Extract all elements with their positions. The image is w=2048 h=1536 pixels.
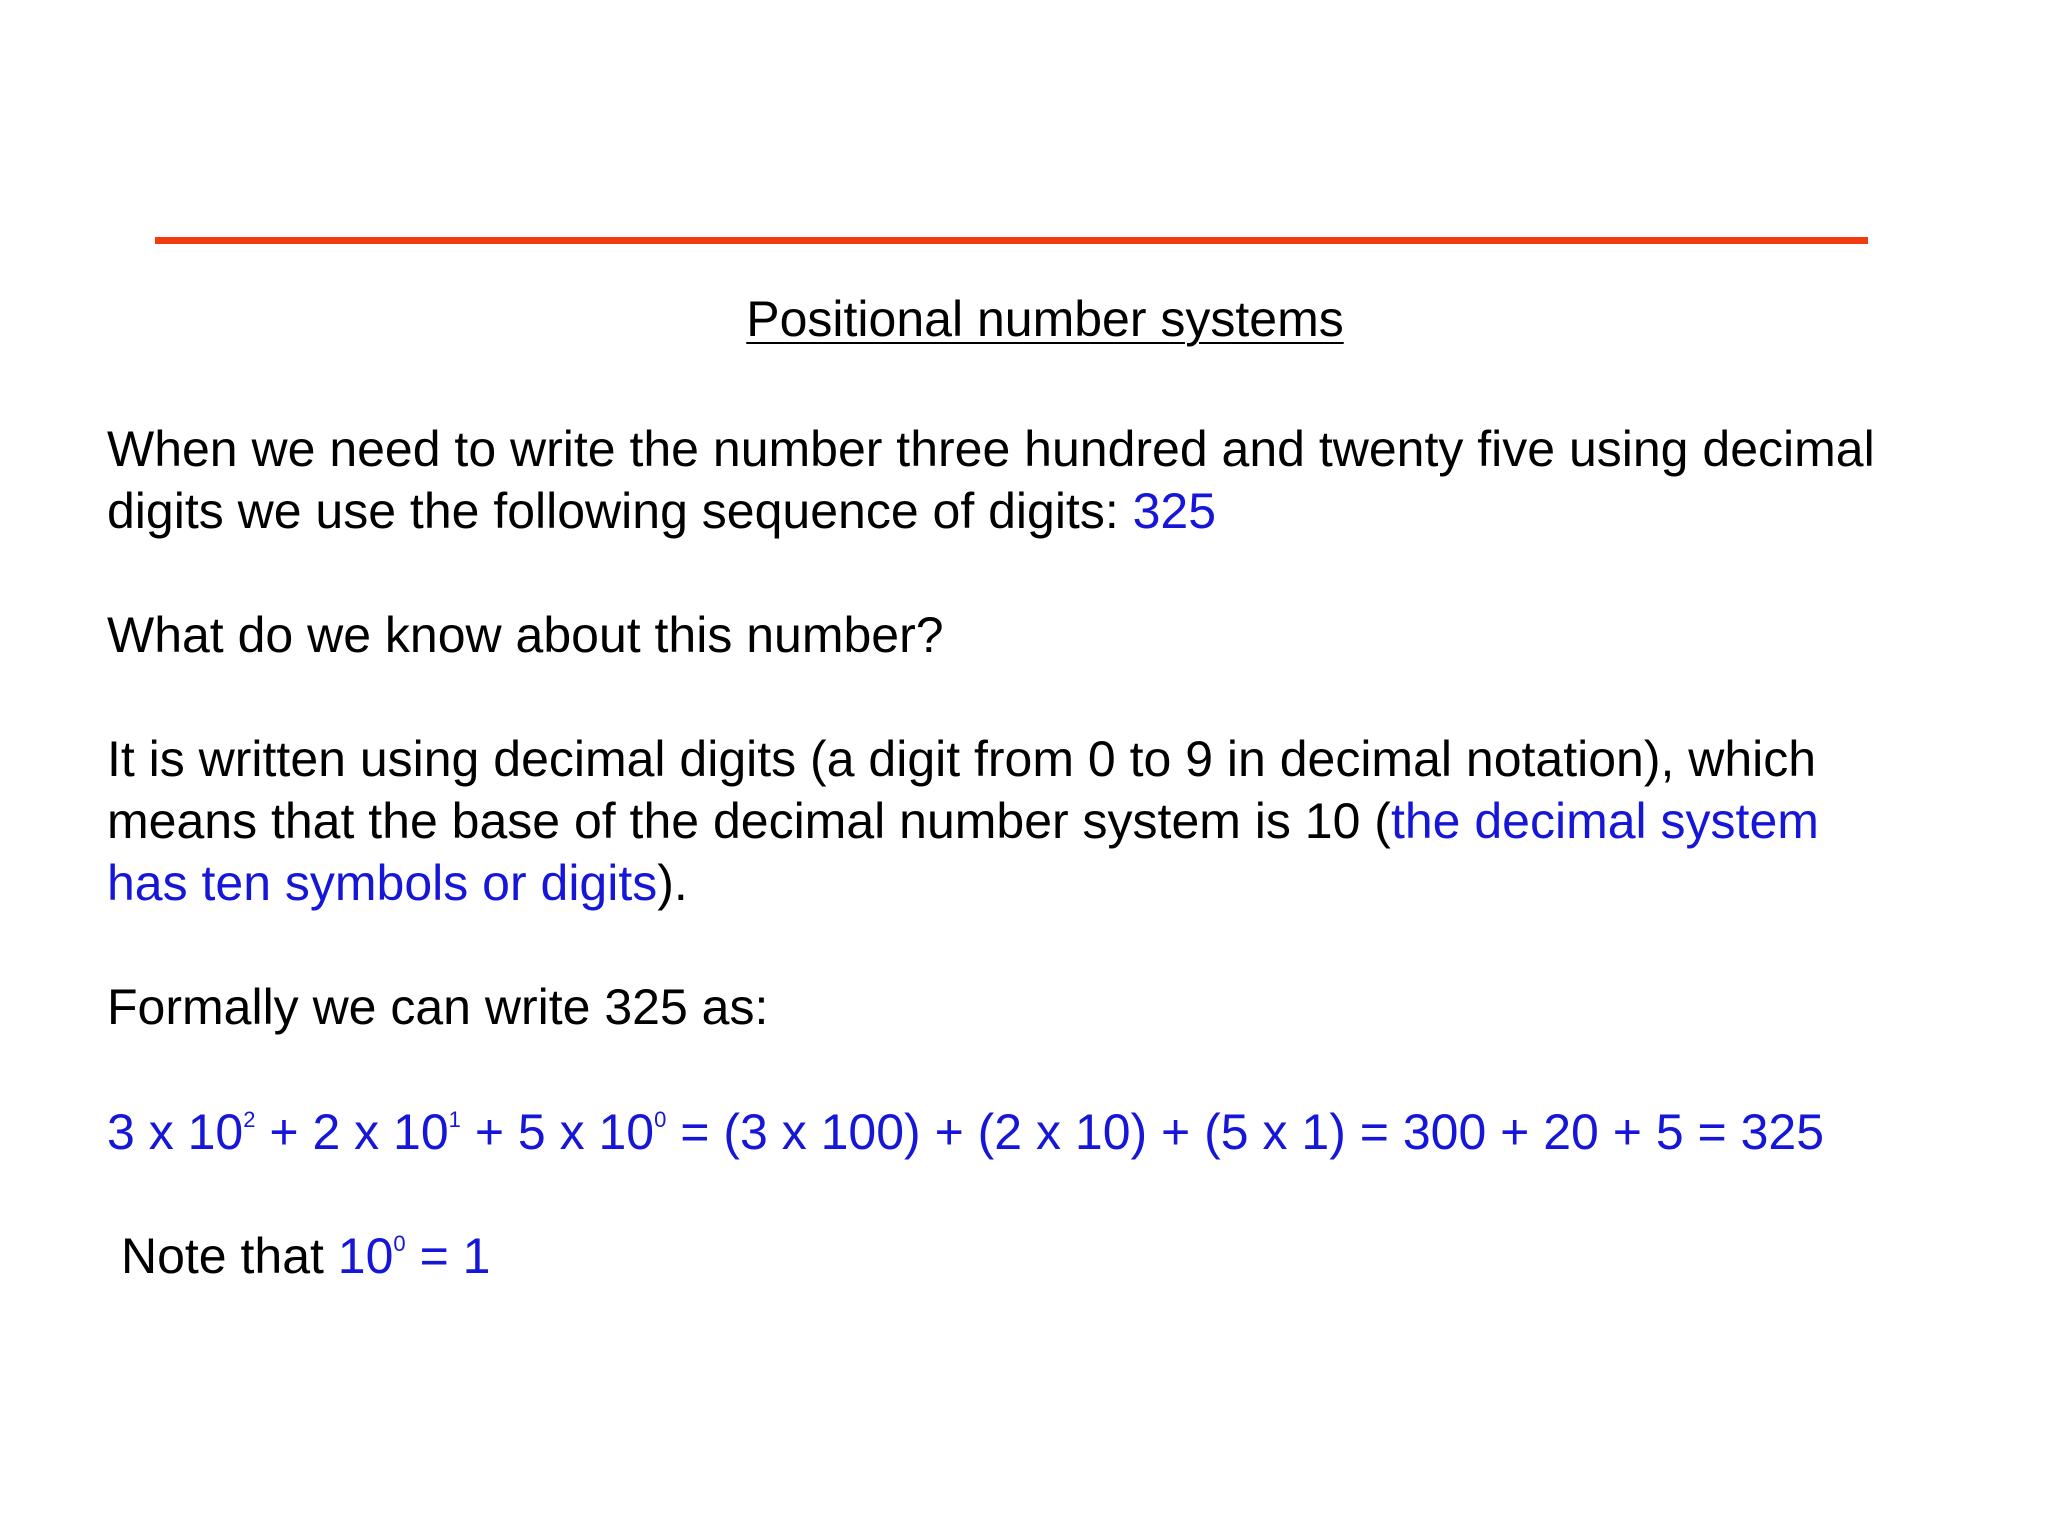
slide-title: Positional number systems: [746, 291, 1344, 347]
formula-result: = (3 x 100) + (2 x 10) + (5 x 1) = 300 + 20 + 5 = 325: [666, 1104, 1825, 1160]
formula-term-2: + 2 x 10: [255, 1104, 449, 1160]
note-label: Note that: [121, 1228, 338, 1284]
formula-term-1: 3 x 10: [107, 1104, 244, 1160]
formula-exponent-1: 2: [243, 1107, 256, 1132]
note-result: = 1: [405, 1228, 491, 1284]
explanation-highlight-2: has ten symbols or digits: [107, 855, 658, 911]
title-divider-line: [155, 237, 1868, 244]
explanation-line-2: [107, 790, 2007, 852]
formula: [107, 1101, 2007, 1163]
explanation-end: ).: [657, 855, 688, 911]
formula-term-3: + 5 x 10: [460, 1104, 655, 1160]
note: [121, 1225, 2021, 1287]
intro-line-1: When we need to write the number three hundred and twenty five using decimal: [107, 421, 1875, 477]
formal-intro-text: Formally we can write 325 as:: [107, 979, 769, 1035]
explanation-line-1: It is written using decimal digits (a digit from 0 to 9 in decimal notation), which: [107, 731, 1817, 787]
formula-exponent-3: 0: [654, 1107, 667, 1132]
note-base: 10: [337, 1228, 394, 1284]
explanation-paragraph: [107, 728, 2007, 914]
intro-line-2-text: digits we use the following sequence of digits:: [107, 483, 1133, 539]
intro-number: 325: [1132, 483, 1217, 539]
formula-exponent-2: 1: [448, 1107, 461, 1132]
intro-paragraph: [107, 418, 2007, 542]
note-exponent: 0: [393, 1231, 406, 1256]
intro-line-2: [107, 480, 2007, 542]
explanation-line-2-text: means that the base of the decimal number system is 10 (: [107, 793, 1391, 849]
explanation-line-3: [107, 852, 2007, 914]
explanation-highlight-1: the decimal system: [1390, 793, 1819, 849]
question-text: What do we know about this number?: [107, 607, 944, 663]
